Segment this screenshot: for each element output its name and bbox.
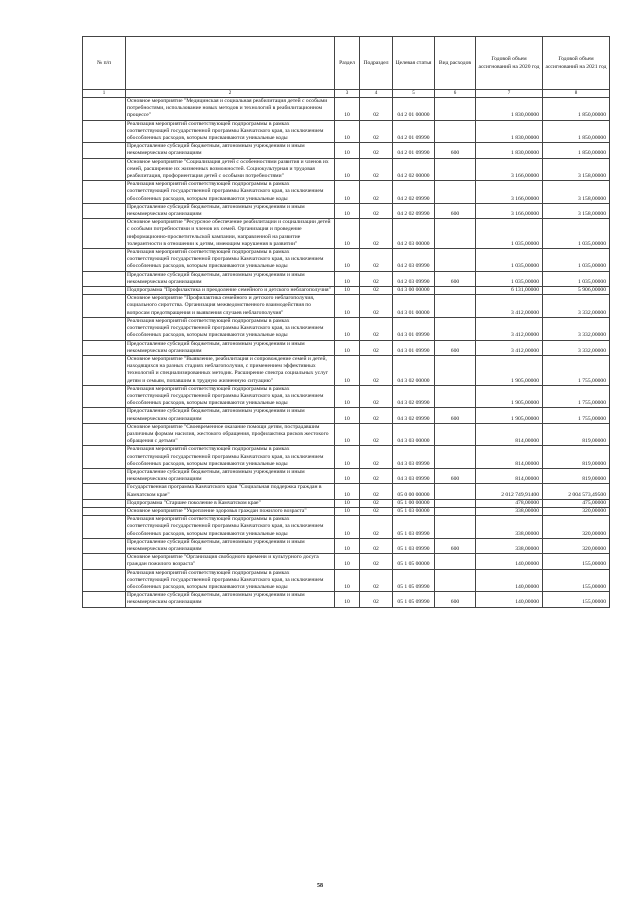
cell-num xyxy=(83,468,126,483)
cell-vr xyxy=(435,385,476,408)
cell-name: Предоставление субсидий бюджетным, автономным учреждениям и иным некоммерческим организациям xyxy=(126,271,335,286)
table-row xyxy=(83,499,610,507)
cell-y2021: 5 906,00000 xyxy=(543,287,610,295)
table-row xyxy=(83,468,610,483)
cell-y2020: 1 830,00000 xyxy=(476,98,543,121)
cell-podrazdel: 02 xyxy=(360,249,393,272)
cell-cs: 04 2 03 09990 xyxy=(393,249,435,272)
table-row xyxy=(83,507,610,515)
cell-vr xyxy=(435,295,476,318)
cell-y2021: 819,00000 xyxy=(543,468,610,483)
cell-cs: 05 1 05 09990 xyxy=(393,569,435,592)
table-row xyxy=(83,592,610,607)
cell-name: Реализация мероприятий соответствующей подпрограммы в рамках соответствующей государственной программы Камчатского края, за исключением обособленных расходов, которым присваиваются уникальные коды xyxy=(126,120,335,143)
cell-vr xyxy=(435,499,476,507)
cell-y2020: 1 905,00000 xyxy=(476,385,543,408)
cell-vr xyxy=(435,554,476,569)
header-2021: Годовой объем ассигнований на 2021 год xyxy=(543,37,610,90)
cell-vr xyxy=(435,181,476,204)
cell-name: Предоставление субсидий бюджетным, автономным учреждениям и иным некоммерческим организациям xyxy=(126,340,335,355)
cell-cs: 04 2 02 09990 xyxy=(393,181,435,204)
cell-razdel: 10 xyxy=(335,271,360,286)
cell-num xyxy=(83,295,126,318)
cell-cs: 04 3 03 00000 xyxy=(393,423,435,446)
cell-y2021: 3 158,00000 xyxy=(543,181,610,204)
cell-razdel: 10 xyxy=(335,554,360,569)
cell-num xyxy=(83,408,126,423)
cell-y2021: 1 035,00000 xyxy=(543,219,610,249)
cell-cs: 04 3 00 00000 xyxy=(393,287,435,295)
cell-cs: 05 0 00 00000 xyxy=(393,484,435,499)
cell-podrazdel: 02 xyxy=(360,219,393,249)
cell-y2020: 3 412,00000 xyxy=(476,340,543,355)
cell-vr xyxy=(435,569,476,592)
cell-y2021: 3 158,00000 xyxy=(543,158,610,181)
cell-name: Реализация мероприятий соответствующей подпрограммы в рамках соответствующей государственной программы Камчатского края, за исключением обособленных расходов, которым присваиваются уникальные коды xyxy=(126,385,335,408)
cell-cs: 04 2 03 00000 xyxy=(393,219,435,249)
cell-cs: 05 1 00 00000 xyxy=(393,499,435,507)
cell-cs: 05 1 03 00000 xyxy=(393,507,435,515)
cell-y2020: 1 830,00000 xyxy=(476,120,543,143)
cell-num xyxy=(83,507,126,515)
cell-y2020: 1 035,00000 xyxy=(476,249,543,272)
cell-name: Реализация мероприятий соответствующей подпрограммы в рамках соответствующей государственной программы Камчатского края, за исключением обособленных расходов, которым присваиваются уникальные коды xyxy=(126,249,335,272)
cell-cs: 05 1 03 09990 xyxy=(393,538,435,553)
cell-num xyxy=(83,554,126,569)
cell-razdel: 10 xyxy=(335,98,360,121)
cell-name: Реализация мероприятий соответствующей подпрограммы в рамках соответствующей государственной программы Камчатского края, за исключением обособленных расходов, которым присваиваются уникальные коды xyxy=(126,446,335,469)
cell-razdel: 10 xyxy=(335,249,360,272)
cell-name: Основное мероприятие "Профилактика семейного и детского неблагополучия, социального сиротства. Организация межведомственного взаимодействия по вопросам предотвращения и выявления случаев неблагополучия" xyxy=(126,295,335,318)
cell-y2021: 3 332,00000 xyxy=(543,340,610,355)
cell-podrazdel: 02 xyxy=(360,340,393,355)
cell-y2021: 1 850,00000 xyxy=(543,120,610,143)
table-row xyxy=(83,317,610,340)
cell-podrazdel: 02 xyxy=(360,271,393,286)
cell-vr xyxy=(435,287,476,295)
cell-podrazdel: 02 xyxy=(360,569,393,592)
table-row xyxy=(83,423,610,446)
cell-razdel: 10 xyxy=(335,295,360,318)
cell-name: Подпрограмма "Профилактика и преодоление семейного и детского неблагополучия" xyxy=(126,287,335,295)
budget-table xyxy=(82,36,610,608)
cell-razdel: 10 xyxy=(335,385,360,408)
cell-y2020: 338,00000 xyxy=(476,538,543,553)
cell-name: Основное мероприятие "Организация свободного времени и культурного досуга граждан пожилого возраста" xyxy=(126,554,335,569)
cell-razdel: 10 xyxy=(335,181,360,204)
table-row xyxy=(83,181,610,204)
table-row xyxy=(83,446,610,469)
cell-name: Предоставление субсидий бюджетным, автономным учреждениям и иным некоммерческим организациям xyxy=(126,468,335,483)
cell-name: Реализация мероприятий соответствующей подпрограммы в рамках соответствующей государственной программы Камчатского края, за исключением обособленных расходов, которым присваиваются уникальные коды xyxy=(126,569,335,592)
table-row xyxy=(83,484,610,499)
cell-y2020: 1 035,00000 xyxy=(476,219,543,249)
cell-podrazdel: 02 xyxy=(360,446,393,469)
cell-num xyxy=(83,484,126,499)
cell-cs: 04 2 01 00000 xyxy=(393,98,435,121)
cell-y2020: 814,00000 xyxy=(476,446,543,469)
cell-razdel: 10 xyxy=(335,468,360,483)
cell-vr xyxy=(435,120,476,143)
cell-razdel: 10 xyxy=(335,592,360,607)
cell-razdel: 10 xyxy=(335,143,360,158)
cell-razdel: 10 xyxy=(335,203,360,218)
cell-razdel: 10 xyxy=(335,569,360,592)
cell-name: Основное мероприятие "Своевременное оказание помощи детям, пострадавшим различным формам насилия, жестокого обращения, профилактика рисков жестокого обращения с детьми" xyxy=(126,423,335,446)
cell-name: Предоставление субсидий бюджетным, автономным учреждениям и иным некоммерческим организациям xyxy=(126,408,335,423)
table-row xyxy=(83,287,610,295)
cell-cs: 04 2 02 00000 xyxy=(393,158,435,181)
cell-name: Реализация мероприятий соответствующей подпрограммы в рамках соответствующей государственной программы Камчатского края, за исключением обособленных расходов, которым присваиваются уникальные коды xyxy=(126,516,335,539)
cell-y2021: 819,00000 xyxy=(543,446,610,469)
cell-razdel: 10 xyxy=(335,355,360,385)
cell-num xyxy=(83,446,126,469)
cell-num xyxy=(83,181,126,204)
cell-y2020: 338,00000 xyxy=(476,516,543,539)
cell-vr xyxy=(435,516,476,539)
cell-podrazdel: 02 xyxy=(360,143,393,158)
cell-y2021: 1 035,00000 xyxy=(543,249,610,272)
cell-razdel: 10 xyxy=(335,499,360,507)
table-row xyxy=(83,219,610,249)
cell-podrazdel: 02 xyxy=(360,203,393,218)
cell-num xyxy=(83,317,126,340)
cell-y2020: 6 131,00000 xyxy=(476,287,543,295)
table-row xyxy=(83,98,610,121)
cell-podrazdel: 02 xyxy=(360,484,393,499)
header-name xyxy=(126,37,335,90)
cell-name: Предоставление субсидий бюджетным, автономным учреждениям и иным некоммерческим организациям xyxy=(126,143,335,158)
cell-vr xyxy=(435,317,476,340)
cell-cs: 04 3 01 09990 xyxy=(393,340,435,355)
cell-y2020: 3 166,00000 xyxy=(476,181,543,204)
header-2020: Годовой объем ассигнований на 2020 год xyxy=(476,37,543,90)
cell-y2020: 3 412,00000 xyxy=(476,295,543,318)
cell-num xyxy=(83,355,126,385)
table-row xyxy=(83,538,610,553)
cell-num xyxy=(83,538,126,553)
cell-vr: 600 xyxy=(435,203,476,218)
cell-vr xyxy=(435,423,476,446)
cell-razdel: 10 xyxy=(335,120,360,143)
cell-podrazdel: 02 xyxy=(360,592,393,607)
cell-num xyxy=(83,271,126,286)
cell-name: Предоставление субсидий бюджетным, автономным учреждениям и иным некоммерческим организациям xyxy=(126,203,335,218)
column-number: 4 xyxy=(360,90,393,98)
cell-cs: 04 3 03 09990 xyxy=(393,468,435,483)
cell-vr: 600 xyxy=(435,468,476,483)
column-number-row xyxy=(83,90,610,98)
cell-num xyxy=(83,423,126,446)
cell-vr xyxy=(435,158,476,181)
cell-y2021: 1 850,00000 xyxy=(543,98,610,121)
cell-vr xyxy=(435,219,476,249)
table-row xyxy=(83,340,610,355)
cell-vr: 600 xyxy=(435,408,476,423)
cell-podrazdel: 02 xyxy=(360,120,393,143)
table-row xyxy=(83,385,610,408)
cell-razdel: 10 xyxy=(335,516,360,539)
cell-podrazdel: 02 xyxy=(360,423,393,446)
page-number: 58 xyxy=(317,883,323,889)
cell-y2020: 3 166,00000 xyxy=(476,158,543,181)
table-row xyxy=(83,569,610,592)
column-number: 6 xyxy=(435,90,476,98)
cell-name: Основное мероприятие "Социализация детей с особенностями развития и членов их семей, расширение их жизненных возможностей. Социокультурная и трудовая реабилитация, профориентация детей с особыми потребностями" xyxy=(126,158,335,181)
cell-y2021: 3 332,00000 xyxy=(543,317,610,340)
table-row xyxy=(83,271,610,286)
cell-name: Основное мероприятие "Укрепление здоровья граждан пожилого возраста" xyxy=(126,507,335,515)
cell-cs: 04 3 02 00000 xyxy=(393,355,435,385)
cell-cs: 04 3 02 09990 xyxy=(393,408,435,423)
header-row xyxy=(83,37,610,90)
column-number: 1 xyxy=(83,90,126,98)
cell-name: Реализация мероприятий соответствующей подпрограммы в рамках соответствующей государственной программы Камчатского края, за исключением обособленных расходов, которым присваиваются уникальные коды xyxy=(126,317,335,340)
cell-y2020: 814,00000 xyxy=(476,468,543,483)
cell-podrazdel: 02 xyxy=(360,408,393,423)
column-number: 7 xyxy=(476,90,543,98)
table-row xyxy=(83,249,610,272)
cell-name: Основное мероприятие "Ресурсное обеспечение реабилитации и социализации детей с особыми потребностями и членов их семей. Организация и проведение информационно-просветительской кампании, направленной на развитие толерантности в отношении к детям, имеющим нарушения в развитии" xyxy=(126,219,335,249)
header-num: № п/п xyxy=(83,37,126,90)
cell-y2021: 3 332,00000 xyxy=(543,295,610,318)
cell-razdel: 10 xyxy=(335,408,360,423)
table-row xyxy=(83,120,610,143)
cell-vr xyxy=(435,446,476,469)
cell-razdel: 10 xyxy=(335,538,360,553)
cell-podrazdel: 02 xyxy=(360,181,393,204)
header-razdel: Раздел xyxy=(335,37,360,90)
cell-num xyxy=(83,249,126,272)
cell-razdel: 10 xyxy=(335,287,360,295)
header-vr: Вид расходов xyxy=(435,37,476,90)
table-row xyxy=(83,355,610,385)
cell-razdel: 10 xyxy=(335,507,360,515)
cell-num xyxy=(83,592,126,607)
cell-podrazdel: 02 xyxy=(360,507,393,515)
cell-podrazdel: 02 xyxy=(360,295,393,318)
cell-y2020: 814,00000 xyxy=(476,423,543,446)
cell-vr: 600 xyxy=(435,538,476,553)
cell-num xyxy=(83,340,126,355)
cell-y2020: 478,00000 xyxy=(476,499,543,507)
column-number: 3 xyxy=(335,90,360,98)
cell-podrazdel: 02 xyxy=(360,385,393,408)
cell-y2021: 155,00000 xyxy=(543,554,610,569)
cell-y2020: 140,00000 xyxy=(476,554,543,569)
cell-vr xyxy=(435,507,476,515)
cell-y2020: 1 905,00000 xyxy=(476,355,543,385)
cell-cs: 04 3 02 09990 xyxy=(393,385,435,408)
cell-y2021: 155,00000 xyxy=(543,592,610,607)
cell-vr xyxy=(435,484,476,499)
cell-podrazdel: 02 xyxy=(360,538,393,553)
cell-y2021: 1 850,00000 xyxy=(543,143,610,158)
cell-y2020: 2 012 749,91400 xyxy=(476,484,543,499)
cell-y2021: 320,00000 xyxy=(543,516,610,539)
cell-y2020: 140,00000 xyxy=(476,592,543,607)
cell-y2020: 338,00000 xyxy=(476,507,543,515)
cell-y2020: 140,00000 xyxy=(476,569,543,592)
cell-name: Предоставление субсидий бюджетным, автономным учреждениям и иным некоммерческим организациям xyxy=(126,592,335,607)
cell-podrazdel: 02 xyxy=(360,355,393,385)
cell-name: Предоставление субсидий бюджетным, автономным учреждениям и иным некоммерческим организациям xyxy=(126,538,335,553)
cell-podrazdel: 02 xyxy=(360,287,393,295)
table-row xyxy=(83,295,610,318)
cell-name: Основное мероприятие "Выявление, реабилитация и сопровождение семей и детей, находящихся на разных стадиях неблагополучия, с применением эффективных технологий и специализированных методик. Расширение спектра социальных услуг детям и семьям, попавшим в трудную жизненную ситуацию" xyxy=(126,355,335,385)
cell-cs: 04 2 02 09990 xyxy=(393,203,435,218)
table-row xyxy=(83,203,610,218)
cell-num xyxy=(83,287,126,295)
cell-cs: 04 2 03 09990 xyxy=(393,271,435,286)
cell-y2020: 3 166,00000 xyxy=(476,203,543,218)
table-row xyxy=(83,554,610,569)
cell-cs: 05 1 03 09990 xyxy=(393,516,435,539)
cell-name: Подпрограмма "Старшее поколение в Камчатском крае" xyxy=(126,499,335,507)
cell-razdel: 10 xyxy=(335,484,360,499)
cell-cs: 04 3 01 00000 xyxy=(393,295,435,318)
cell-y2020: 1 035,00000 xyxy=(476,271,543,286)
cell-num xyxy=(83,516,126,539)
cell-podrazdel: 02 xyxy=(360,317,393,340)
header-cs: Целевая статья xyxy=(393,37,435,90)
cell-y2021: 1 755,00000 xyxy=(543,355,610,385)
table-row xyxy=(83,516,610,539)
cell-y2021: 3 158,00000 xyxy=(543,203,610,218)
cell-podrazdel: 02 xyxy=(360,516,393,539)
cell-vr: 600 xyxy=(435,592,476,607)
cell-razdel: 10 xyxy=(335,158,360,181)
cell-y2021: 2 004 573,49500 xyxy=(543,484,610,499)
cell-vr: 600 xyxy=(435,143,476,158)
column-number: 8 xyxy=(543,90,610,98)
cell-y2021: 819,00000 xyxy=(543,423,610,446)
cell-num xyxy=(83,203,126,218)
cell-y2021: 320,00000 xyxy=(543,538,610,553)
cell-podrazdel: 02 xyxy=(360,98,393,121)
header-podrazdel: Подраздел xyxy=(360,37,393,90)
cell-razdel: 10 xyxy=(335,340,360,355)
cell-y2021: 155,00000 xyxy=(543,569,610,592)
cell-y2021: 1 035,00000 xyxy=(543,271,610,286)
table-row xyxy=(83,143,610,158)
column-number: 5 xyxy=(393,90,435,98)
cell-podrazdel: 02 xyxy=(360,554,393,569)
cell-razdel: 10 xyxy=(335,446,360,469)
cell-y2020: 1 905,00000 xyxy=(476,408,543,423)
table-row xyxy=(83,158,610,181)
cell-y2021: 1 755,00000 xyxy=(543,408,610,423)
cell-vr xyxy=(435,249,476,272)
cell-name: Государственная программа Камчатского края "Социальная поддержка граждан в Камчатском крае" xyxy=(126,484,335,499)
cell-num xyxy=(83,98,126,121)
cell-num xyxy=(83,120,126,143)
cell-vr: 600 xyxy=(435,271,476,286)
cell-num xyxy=(83,385,126,408)
cell-podrazdel: 02 xyxy=(360,468,393,483)
cell-cs: 05 1 05 00000 xyxy=(393,554,435,569)
cell-cs: 04 3 03 09990 xyxy=(393,446,435,469)
cell-num xyxy=(83,158,126,181)
cell-podrazdel: 02 xyxy=(360,158,393,181)
cell-razdel: 10 xyxy=(335,219,360,249)
column-number: 2 xyxy=(126,90,335,98)
cell-y2020: 1 830,00000 xyxy=(476,143,543,158)
cell-cs: 05 1 05 09990 xyxy=(393,592,435,607)
cell-y2021: 475,00000 xyxy=(543,499,610,507)
cell-vr xyxy=(435,355,476,385)
cell-razdel: 10 xyxy=(335,317,360,340)
cell-cs: 04 2 01 09990 xyxy=(393,143,435,158)
cell-num xyxy=(83,569,126,592)
cell-podrazdel: 02 xyxy=(360,499,393,507)
cell-name: Реализация мероприятий соответствующей подпрограммы в рамках соответствующей государственной программы Камчатского края, за исключением обособленных расходов, которым присваиваются уникальные коды xyxy=(126,181,335,204)
cell-num xyxy=(83,143,126,158)
cell-num xyxy=(83,219,126,249)
cell-y2021: 1 755,00000 xyxy=(543,385,610,408)
cell-num xyxy=(83,499,126,507)
cell-cs: 04 2 01 09990 xyxy=(393,120,435,143)
table-row xyxy=(83,408,610,423)
cell-name: Основное мероприятие "Медицинская и социальная реабилитация детей с особыми потребностями, использование новых методов и технологий в реабилитационном процессе" xyxy=(126,98,335,121)
cell-cs: 04 3 01 09990 xyxy=(393,317,435,340)
cell-y2020: 3 412,00000 xyxy=(476,317,543,340)
cell-razdel: 10 xyxy=(335,423,360,446)
cell-vr xyxy=(435,98,476,121)
cell-vr: 600 xyxy=(435,340,476,355)
cell-y2021: 320,00000 xyxy=(543,507,610,515)
